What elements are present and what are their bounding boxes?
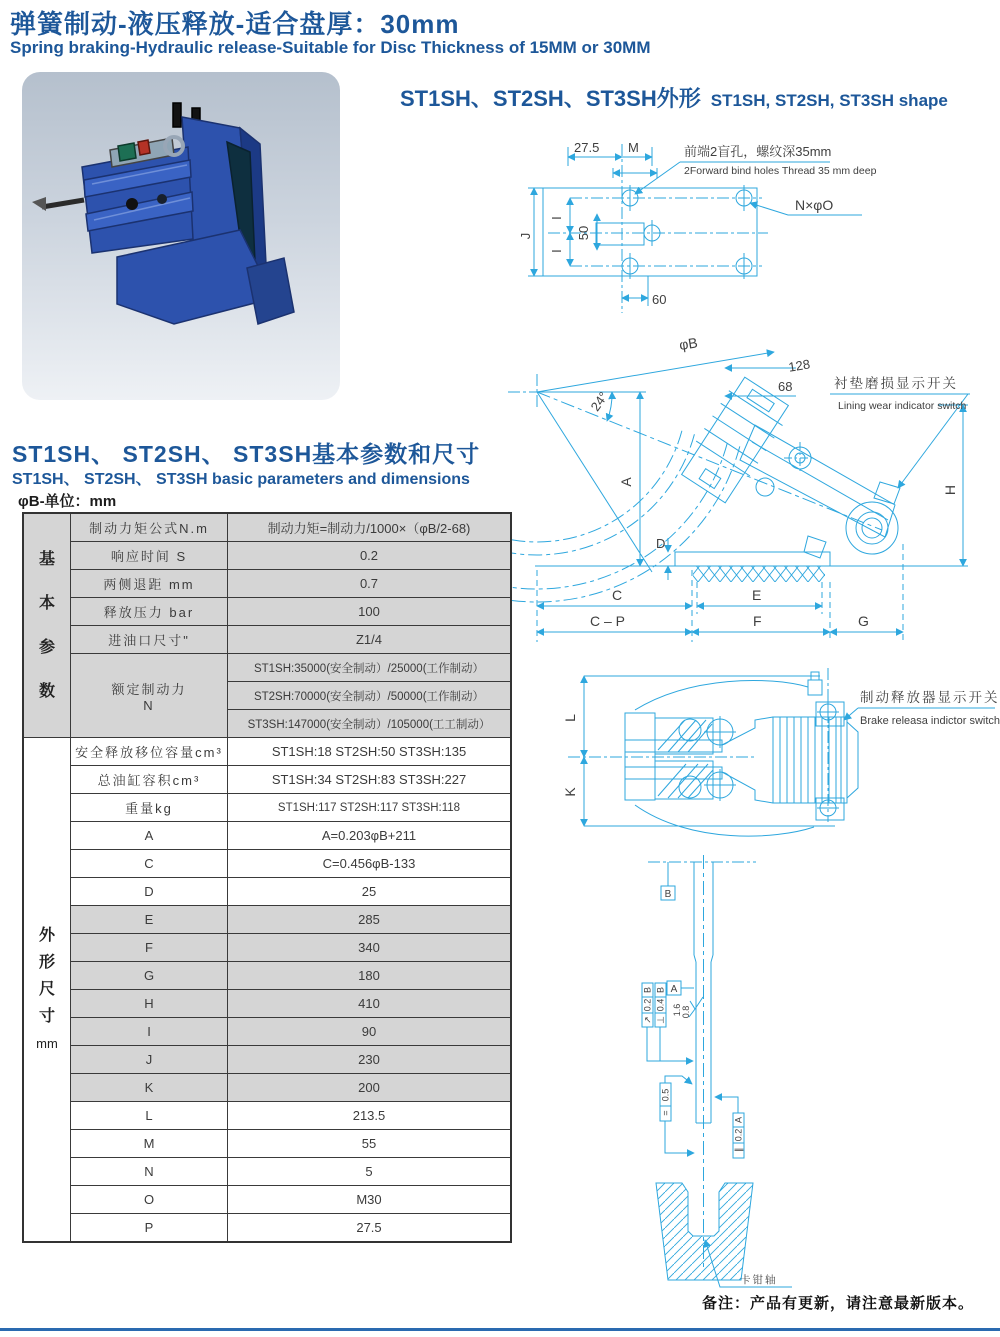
- param-value: 285: [228, 906, 512, 934]
- param-value: 0.2: [228, 542, 512, 570]
- dim-m: M: [628, 140, 639, 155]
- param-value: C=0.456φB-133: [228, 850, 512, 878]
- dim-cp: C – P: [590, 613, 626, 629]
- wear-switch-en: Lining wear indicator switch: [838, 400, 967, 412]
- group-label-basic: 基 本 参 数: [23, 513, 71, 738]
- table-row: [23, 878, 511, 906]
- roughness-1: 1.6: [672, 1003, 682, 1017]
- fcf2-val: 0.4: [655, 998, 666, 1012]
- dim-phib: φB: [677, 334, 699, 353]
- param-value: 55: [228, 1130, 512, 1158]
- param-value: ST1SH:117 ST2SH:117 ST3SH:118: [228, 794, 512, 822]
- table-row: [23, 1214, 511, 1243]
- drawing-top-view: [540, 660, 1000, 860]
- dim-68: 68: [778, 379, 793, 394]
- param-value: Z1/4: [228, 626, 512, 654]
- param-value: M30: [228, 1186, 512, 1214]
- param-value: 180: [228, 962, 512, 990]
- drawing-shaft-section: [620, 850, 1000, 1300]
- symmetry-icon: =: [660, 1110, 671, 1116]
- table-row: [23, 513, 511, 542]
- dim-h: H: [942, 484, 958, 496]
- table-row: [23, 1102, 511, 1130]
- param-value: 5: [228, 1158, 512, 1186]
- param-label: 安全释放移位容量cm³: [71, 738, 228, 766]
- table-row: [23, 962, 511, 990]
- param-label-rated: 额定制动力 N: [71, 654, 228, 738]
- param-label: A: [71, 822, 228, 850]
- param-label: P: [71, 1214, 228, 1243]
- param-label: J: [71, 1046, 228, 1074]
- table-row: [23, 906, 511, 934]
- table-row: [23, 1046, 511, 1074]
- dim-i1: I: [549, 216, 564, 220]
- table-row: [23, 598, 511, 626]
- table-row: [23, 822, 511, 850]
- table-row: [23, 990, 511, 1018]
- table-row: [23, 654, 511, 682]
- dim-c: C: [612, 587, 623, 603]
- table-row: [23, 766, 511, 794]
- datum-a: A: [670, 984, 678, 995]
- runout-icon: ↗: [642, 1016, 653, 1024]
- fcf1-ref: B: [642, 986, 653, 994]
- param-label: I: [71, 1018, 228, 1046]
- table-row: [23, 1158, 511, 1186]
- page-title: 弹簧制动-液压释放-适合盘厚：30mm: [10, 9, 460, 39]
- parameters-table: [22, 512, 512, 1243]
- par-ref: A: [733, 1116, 744, 1124]
- dim-a: A: [618, 477, 634, 487]
- shape-heading-cn: ST1SH、ST2SH、ST3SH外形: [400, 86, 701, 111]
- param-label: 重量kg: [71, 794, 228, 822]
- table-row: [23, 850, 511, 878]
- dim-24: 24°: [587, 389, 612, 414]
- param-label: 进油口尺寸": [71, 626, 228, 654]
- fcf1-val: 0.2: [642, 998, 653, 1012]
- table-row: [23, 1018, 511, 1046]
- param-label: L: [71, 1102, 228, 1130]
- param-value: 100: [228, 598, 512, 626]
- sym-val: 0.5: [660, 1088, 671, 1102]
- param-label: F: [71, 934, 228, 962]
- dim-50: 50: [576, 225, 591, 241]
- param-label: K: [71, 1074, 228, 1102]
- brake-photo-illustration: [22, 72, 340, 400]
- table-row: [23, 794, 511, 822]
- drawing-mounting-plate: [500, 130, 1000, 325]
- shaft-label: 卡钳轴: [740, 1274, 778, 1286]
- dim-60: 60: [652, 292, 667, 307]
- params-heading-cn: ST1SH、 ST2SH、 ST3SH基本参数和尺寸: [12, 441, 481, 467]
- perpendicularity-icon: ⊥: [655, 1016, 666, 1024]
- param-label: G: [71, 962, 228, 990]
- param-label: 两侧退距 mm: [71, 570, 228, 598]
- plate-holes: [622, 185, 752, 279]
- param-value: ST1SH:35000(安全制动）/25000(工作制动）: [228, 654, 512, 682]
- param-label: H: [71, 990, 228, 1018]
- product-photo: [22, 72, 340, 400]
- param-value: ST3SH:147000(安全制动）/105000(工工制动）: [228, 710, 512, 738]
- param-value: ST1SH:34 ST2SH:83 ST3SH:227: [228, 766, 512, 794]
- plate-note-en: 2Forward bind holes Thread 35 mm deep: [684, 165, 877, 177]
- dim-e: E: [752, 587, 762, 603]
- param-value: 27.5: [228, 1214, 512, 1243]
- dim-i2: I: [549, 249, 564, 253]
- roughness-2: 0.8: [681, 1005, 691, 1019]
- param-value: 340: [228, 934, 512, 962]
- dim-f: F: [753, 613, 762, 629]
- param-label: N: [71, 1158, 228, 1186]
- footer-note: 备注：产品有更新，请注意最新版本。: [702, 1295, 975, 1312]
- param-value: ST2SH:70000(安全制动）/50000(工作制动）: [228, 682, 512, 710]
- table-row: [23, 1186, 511, 1214]
- dim-j: J: [518, 232, 533, 240]
- page-subtitle: Spring braking-Hydraulic release-Suitable for Disc Thickness of 15MM or 30MM: [10, 38, 651, 57]
- datum-b: B: [664, 889, 672, 900]
- param-label: C: [71, 850, 228, 878]
- param-label: 制动力矩公式N.m: [71, 513, 228, 542]
- dim-k: K: [562, 787, 578, 797]
- param-value: 制动力矩=制动力/1000×（φB/2-68): [228, 513, 512, 542]
- fcf2-ref: B: [655, 986, 666, 994]
- param-value: 90: [228, 1018, 512, 1046]
- bottom-rule: [0, 1328, 1000, 1331]
- unit-note: φB-单位：mm: [18, 493, 117, 510]
- param-label: M: [71, 1130, 228, 1158]
- param-value: 25: [228, 878, 512, 906]
- param-label: E: [71, 906, 228, 934]
- drawing-side-view: [500, 330, 1000, 660]
- table-row: [23, 1074, 511, 1102]
- params-heading-en: ST1SH、 ST2SH、 ST3SH basic parameters and dimensions: [12, 471, 470, 488]
- shape-heading-en: ST1SH, ST2SH, ST3SH shape: [710, 91, 948, 110]
- param-value: 213.5: [228, 1102, 512, 1130]
- param-value: 200: [228, 1074, 512, 1102]
- wear-switch-cn: 衬垫磨损显示开关: [834, 376, 958, 391]
- table-row: [23, 934, 511, 962]
- par-val: 0.2: [733, 1128, 744, 1142]
- table-row: [23, 1130, 511, 1158]
- param-label: O: [71, 1186, 228, 1214]
- param-label: 响应时间 S: [71, 542, 228, 570]
- dim-l: L: [562, 714, 578, 722]
- release-switch-cn: 制动释放器显示开关: [860, 690, 1000, 705]
- dim-27-5: 27.5: [574, 140, 600, 155]
- param-value: A=0.203φB+211: [228, 822, 512, 850]
- table-row: [23, 570, 511, 598]
- param-label: D: [71, 878, 228, 906]
- param-value: 0.7: [228, 570, 512, 598]
- group-label-dimensions: 外 形 尺 寸 mm: [23, 738, 71, 1243]
- param-value: ST1SH:18 ST2SH:50 ST3SH:135: [228, 738, 512, 766]
- dim-g: G: [858, 613, 869, 629]
- parallelism-icon: ∥: [733, 1147, 744, 1153]
- shape-section-heading: [400, 82, 948, 113]
- table-row: [23, 542, 511, 570]
- holes-label: N×φO: [795, 197, 834, 213]
- table-row: [23, 626, 511, 654]
- dim-d: D: [656, 536, 666, 551]
- param-value: 410: [228, 990, 512, 1018]
- dim-128: 128: [787, 356, 812, 375]
- param-label: 释放压力 bar: [71, 598, 228, 626]
- param-value: 230: [228, 1046, 512, 1074]
- release-switch-en: Brake releasa indictor switch: [860, 715, 1000, 727]
- plate-note-cn: 前端2盲孔，螺纹深35mm: [684, 144, 832, 159]
- param-label: 总油缸容积cm³: [71, 766, 228, 794]
- table-row: [23, 738, 511, 766]
